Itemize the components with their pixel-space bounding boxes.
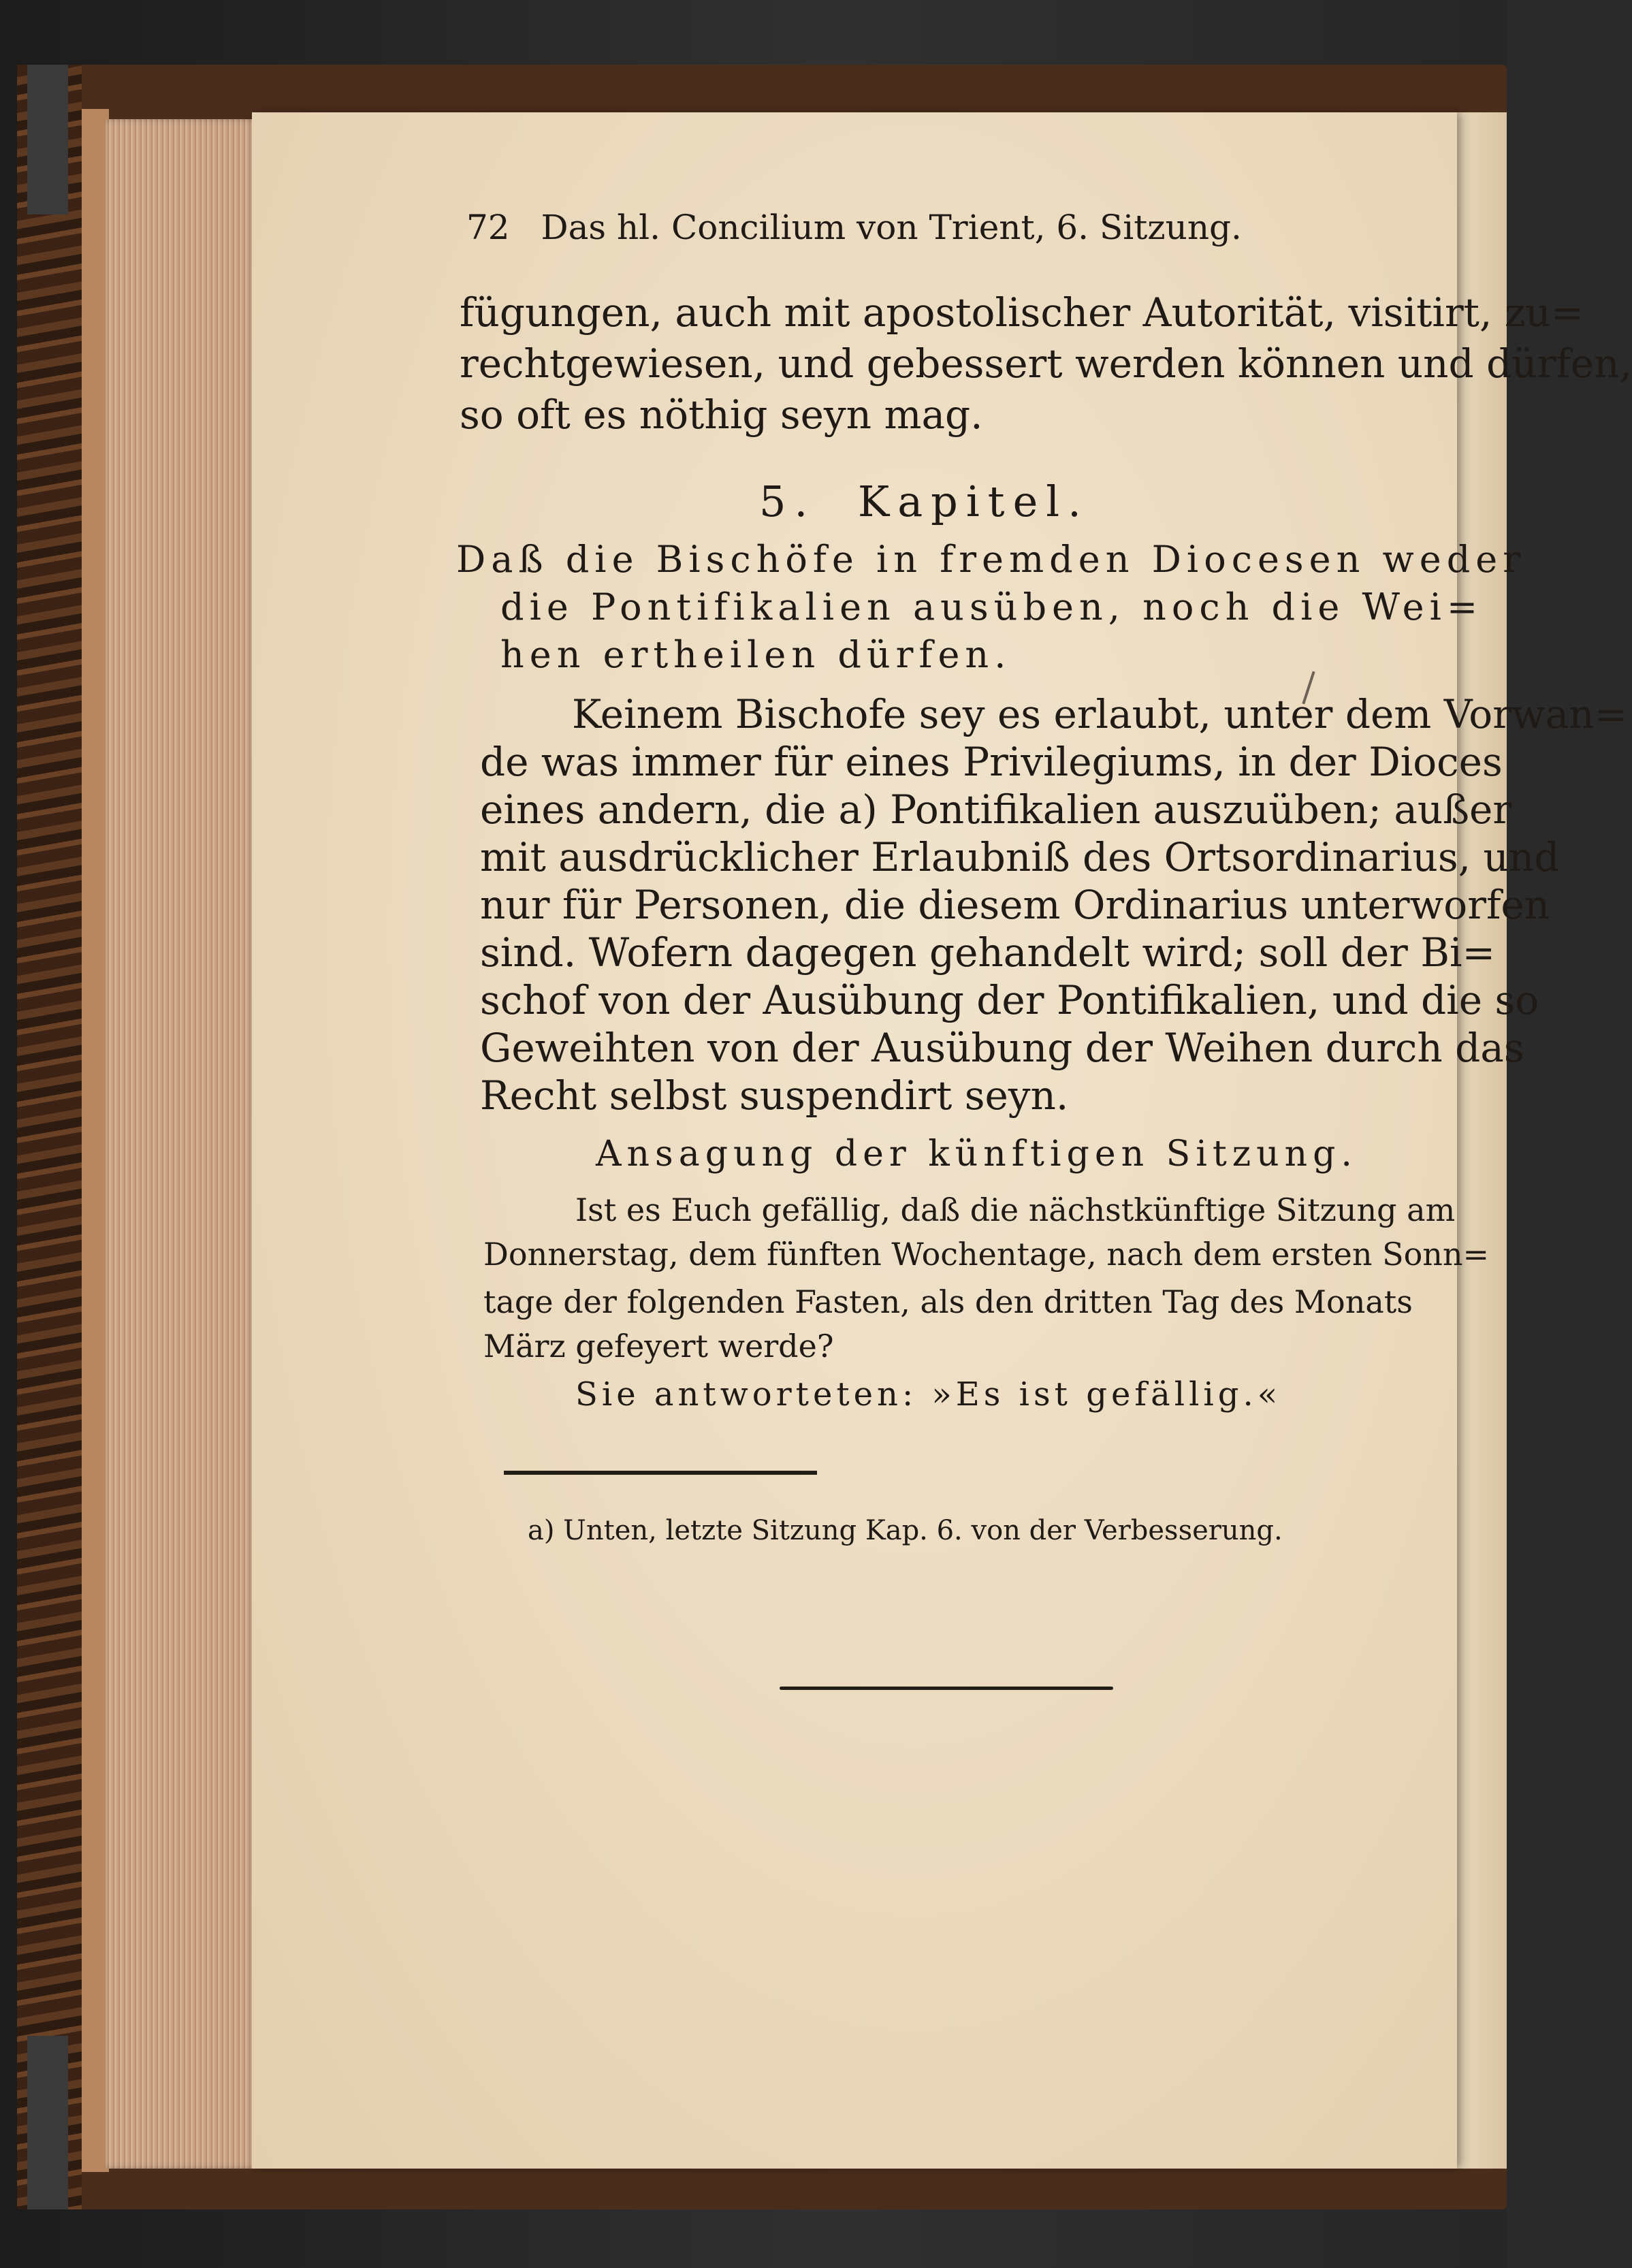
paragraph-line: rechtgewiesen, und gebessert werden können und dürfen, <box>460 340 1632 387</box>
section-title: Ansagung der künftigen Sitzung. <box>596 1134 1358 1175</box>
section-line: Donnerstag, dem fünften Wochentage, nach dem ersten Sonn= <box>483 1236 1490 1273</box>
section-line: März gefeyert werde? <box>483 1328 834 1364</box>
paragraph-line: mit ausdrücklicher Erlaubniß des Ortsordinarius, und <box>480 834 1560 880</box>
chapter-heading <box>759 477 1089 526</box>
paragraph-line: schof von der Ausübung der Pontifikalien, und die so <box>480 977 1539 1023</box>
marbled-cover-edge <box>17 65 82 2209</box>
chapter-title-line: Daß die Bischöfe in fremden Diocesen weder <box>456 538 1526 581</box>
running-header <box>466 208 1242 247</box>
paragraph-line: Recht selbst suspendirt seyn. <box>480 1072 1069 1119</box>
page-number: 72 <box>466 208 510 247</box>
running-title: Das hl. Concilium von Trient, 6. Sitzung. <box>541 208 1242 247</box>
paragraph-line: nur für Personen, die diesem Ordinarius unterworfen <box>480 882 1550 928</box>
footnote-rule <box>504 1471 817 1475</box>
chapter-title-line: hen ertheilen dürfen. <box>500 633 1012 676</box>
section-line: tage der folgenden Fasten, als den dritten Tag des Monats <box>483 1283 1413 1320</box>
paragraph-line: Keinem Bischofe sey es erlaubt, unter dem Vorwan= <box>572 691 1628 737</box>
chapter-title-line: die Pontifikalien ausüben, noch die Wei= <box>500 586 1484 628</box>
paragraph-line: de was immer für eines Privilegiums, in der Dioces <box>480 739 1503 785</box>
spine-band-bottom <box>27 2036 68 2209</box>
paragraph-line: so oft es nöthig seyn mag. <box>460 392 983 438</box>
end-rule <box>780 1687 1113 1690</box>
answer-line: Sie antworteten: »Es ist gefällig.« <box>575 1375 1282 1413</box>
paragraph-line: sind. Wofern dagegen gehandelt wird; soll der Bi= <box>480 929 1496 976</box>
chapter-number: 5. <box>759 477 816 526</box>
page-block-edge <box>82 109 109 2172</box>
footnote: a) Unten, letzte Sitzung Kap. 6. von der Verbesserung. <box>528 1515 1283 1546</box>
section-line: Ist es Euch gefällig, daß die nächstkünftige Sitzung am <box>575 1192 1456 1228</box>
chapter-label: Kapitel. <box>857 477 1089 526</box>
paragraph-line: eines andern, die a) Pontifikalien auszuüben; außer <box>480 786 1512 833</box>
paragraph-line: fügungen, auch mit apostolischer Autorität, visitirt, zu= <box>460 289 1584 336</box>
paragraph-line: Geweihten von der Ausübung der Weihen durch das <box>480 1025 1524 1071</box>
spine-band-top <box>27 65 68 214</box>
